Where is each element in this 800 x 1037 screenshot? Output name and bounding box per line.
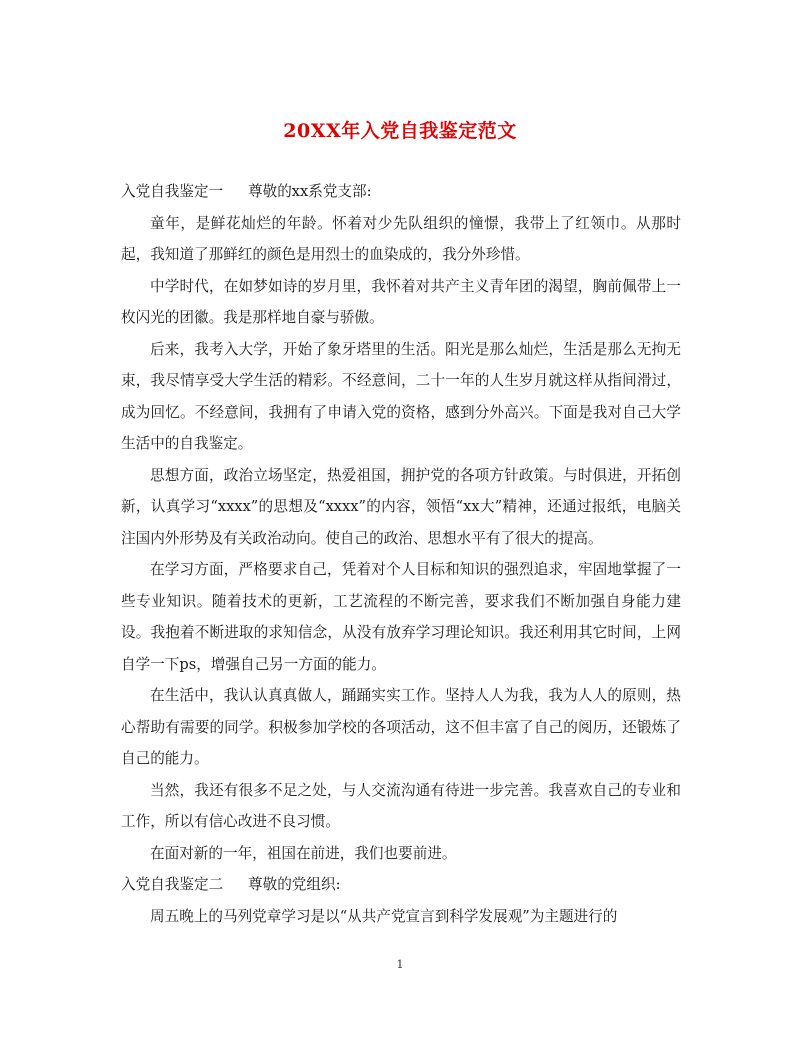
salutation: 尊敬的党组织: [248, 876, 341, 893]
section-heading-1 [121, 176, 681, 208]
paragraph: 童年，是鲜花灿烂的年龄。怀着对少先队组织的憧憬，我带上了红领巾。从那时起，我知道了那鲜红的颜色是用烈士的血染成的，我分外珍惜。 [121, 214, 681, 263]
paragraph: 中学时代，在如梦如诗的岁月里，我怀着对共产主义青年团的渴望，胸前佩带上一枚闪光的团徽。我是那样地自豪与骄傲。 [121, 277, 681, 326]
paragraph: 在面对新的一年，祖国在前进，我们也要前进。 [150, 844, 457, 862]
paragraph: 周五晚上的马列党章学习是以“从共产党宣言到科学发展观”为主题进行的 [150, 907, 618, 925]
page-number: 1 [396, 958, 404, 971]
document-title: 20XX年入党自我鉴定范文 [283, 120, 517, 142]
section-label: 入党自我鉴定二 [121, 876, 224, 893]
paragraph: 后来，我考入大学，开始了象牙塔里的生活。阳光是那么灿烂，生活是那么无拘无束，我尽情享受大学生活的精彩。不经意间，二十一年的人生岁月就这样从指间滑过，成为回忆。不经意间，我拥有了申请入党的资格，感到分外高兴。下面是我对自己大学生活中的自我鉴定。 [121, 340, 681, 452]
section-heading-2 [121, 869, 681, 901]
paragraph: 思想方面，政治立场坚定，热爱祖国，拥护党的各项方针政策。与时俱进，开拓创新，认真学习“xxxx”的思想及“xxxx”的内容，领悟“xx大”精神，还通过报纸，电脑关注国内外形势及有关政治动向。使自己的政治、思想水平有了很大的提高。 [121, 466, 681, 547]
document-body [121, 176, 681, 932]
salutation: 尊敬的xx系党支部: [248, 183, 372, 200]
paragraph: 在学习方面，严格要求自己，凭着对个人目标和知识的强烈追求，牢固地掌握了一些专业知识。随着技术的更新，工艺流程的不断完善，要求我们不断加强自身能力建设。我抱着不断进取的求知信念，从没有放弃学习理论知识。我还利用其它时间，上网自学一下ps，增强自己另一方面的能力。 [121, 561, 681, 673]
paragraph: 当然，我还有很多不足之处，与人交流沟通有待进一步完善。我喜欢自己的专业和工作，所以有信心改进不良习惯。 [121, 781, 681, 830]
paragraph: 在生活中，我认认真真做人，踊踊实实工作。坚持人人为我，我为人人的原则，热心帮助有需要的同学。积极参加学校的各项活动，这不但丰富了自己的阅历，还锻炼了自己的能力。 [121, 687, 681, 767]
section-label: 入党自我鉴定一 [121, 183, 224, 200]
